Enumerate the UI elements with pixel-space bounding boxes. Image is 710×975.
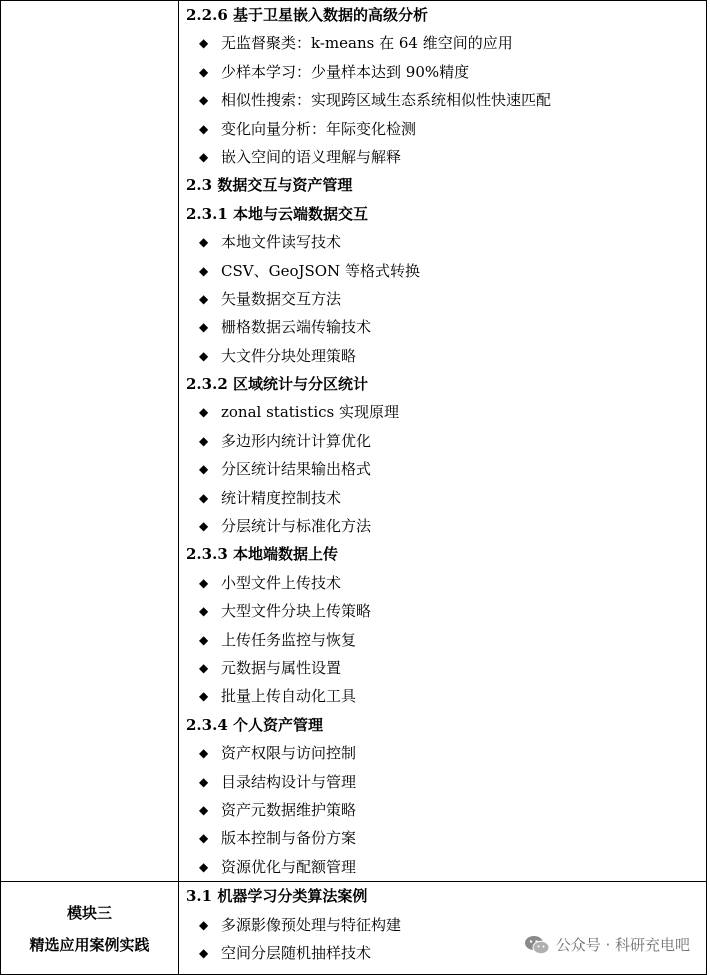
- diamond-bullet-icon: ◆: [199, 320, 209, 335]
- diamond-bullet-icon: ◆: [199, 348, 209, 363]
- list-item-text: 批量上传自动化工具: [221, 687, 357, 706]
- list-item-text: 资产元数据维护策略: [221, 800, 357, 819]
- list-item-text: 大型文件分块上传策略: [221, 602, 372, 621]
- table-row: [1, 882, 707, 975]
- diamond-bullet-icon: ◆: [199, 519, 209, 534]
- list-item-text: 本地文件读写技术: [221, 233, 342, 252]
- list-item: [186, 313, 706, 341]
- list-item: [186, 739, 706, 767]
- list-item-text: 矢量数据交互方法: [221, 289, 342, 308]
- list-item-text: 大文件分块处理策略: [221, 346, 357, 365]
- list-item-text: 目录结构设计与管理: [221, 772, 357, 791]
- list-item: [186, 257, 706, 285]
- diamond-bullet-icon: ◆: [199, 689, 209, 704]
- list-item-text: 分区统计结果输出格式: [221, 460, 372, 479]
- list-item-text: 多源影像预处理与特征构建: [221, 915, 402, 934]
- list-item-text: 栅格数据云端传输技术: [221, 318, 372, 337]
- diamond-bullet-icon: ◆: [199, 93, 209, 108]
- list-item-text: 空间分层随机抽样技术: [221, 943, 372, 962]
- content-cell: [179, 1, 707, 882]
- module-title: 精选应用案例实践: [29, 936, 150, 955]
- list-item: [186, 86, 706, 114]
- outline-list: [179, 1, 706, 881]
- diamond-bullet-icon: ◆: [199, 945, 209, 960]
- list-item-text: zonal statistics 实现原理: [221, 403, 399, 422]
- list-item: [186, 58, 706, 86]
- list-item: [186, 115, 706, 143]
- wechat-icon: [524, 935, 550, 955]
- list-item: [186, 796, 706, 824]
- list-item: [186, 853, 706, 881]
- watermark: [524, 934, 690, 955]
- diamond-bullet-icon: ◆: [199, 774, 209, 789]
- list-item: [186, 285, 706, 313]
- diamond-bullet-icon: ◆: [199, 575, 209, 590]
- list-item: [186, 143, 706, 171]
- section-heading: 2.3.4 个人资产管理: [186, 715, 323, 734]
- diamond-bullet-icon: ◆: [199, 36, 209, 51]
- list-item-text: CSV、GeoJSON 等格式转换: [221, 261, 420, 280]
- diamond-bullet-icon: ◆: [199, 433, 209, 448]
- list-item: [186, 398, 706, 426]
- section-heading: 3.1 机器学习分类算法案例: [186, 887, 368, 906]
- list-item: [186, 455, 706, 483]
- list-item-text: 分层统计与标准化方法: [221, 517, 372, 536]
- diamond-bullet-icon: ◆: [199, 121, 209, 136]
- list-item-text: 上传任务监控与恢复: [221, 630, 357, 649]
- list-item: [186, 626, 706, 654]
- list-item-text: 无监督聚类：k-means 在 64 维空间的应用: [221, 34, 513, 53]
- section-heading: 2.2.6 基于卫星嵌入数据的高级分析: [186, 6, 428, 24]
- list-item: [186, 569, 706, 597]
- list-item: [186, 29, 706, 57]
- list-item: [186, 654, 706, 682]
- diamond-bullet-icon: ◆: [199, 917, 209, 932]
- list-item: [186, 824, 706, 852]
- diamond-bullet-icon: ◆: [199, 462, 209, 477]
- list-item: [186, 342, 706, 370]
- diamond-bullet-icon: ◆: [199, 802, 209, 817]
- list-item: [186, 484, 706, 512]
- diamond-bullet-icon: ◆: [199, 263, 209, 278]
- list-item: [186, 512, 706, 540]
- list-item-text: 资产权限与访问控制: [221, 744, 357, 763]
- section-heading: 2.3.2 区域统计与分区统计: [186, 375, 368, 394]
- diamond-bullet-icon: ◆: [199, 490, 209, 505]
- watermark-text: 公众号 · 科研充电吧: [555, 936, 690, 954]
- diamond-bullet-icon: ◆: [199, 291, 209, 306]
- module-cell: [1, 882, 179, 975]
- diamond-bullet-icon: ◆: [199, 660, 209, 675]
- list-item-text: 小型文件上传技术: [221, 573, 342, 592]
- list-item-text: 嵌入空间的语义理解与解释: [221, 147, 402, 166]
- section-heading: 2.3.3 本地端数据上传: [186, 545, 338, 564]
- list-item-text: 相似性搜索：实现跨区域生态系统相似性快速匹配: [221, 91, 552, 110]
- list-item: [186, 768, 706, 796]
- module-number: 模块三: [66, 904, 112, 923]
- list-item: [186, 228, 706, 256]
- diamond-bullet-icon: ◆: [199, 64, 209, 79]
- diamond-bullet-icon: ◆: [199, 632, 209, 647]
- diamond-bullet-icon: ◆: [199, 746, 209, 761]
- diamond-bullet-icon: ◆: [199, 405, 209, 420]
- list-item-text: 版本控制与备份方案: [221, 829, 357, 848]
- diamond-bullet-icon: ◆: [199, 235, 209, 250]
- list-item-text: 元数据与属性设置: [221, 658, 342, 677]
- list-item-text: 资源优化与配额管理: [221, 857, 357, 876]
- section-heading: 2.3 数据交互与资产管理: [186, 176, 353, 195]
- list-item-text: 统计精度控制技术: [221, 488, 342, 507]
- diamond-bullet-icon: ◆: [199, 149, 209, 164]
- diamond-bullet-icon: ◆: [199, 604, 209, 619]
- diamond-bullet-icon: ◆: [199, 859, 209, 874]
- list-item: [186, 682, 706, 710]
- content-cell: [179, 882, 707, 975]
- module-cell-empty: [1, 1, 179, 882]
- list-item-text: 变化向量分析：年际变化检测: [221, 119, 417, 138]
- list-item: [186, 597, 706, 625]
- section-heading: 2.3.1 本地与云端数据交互: [186, 204, 368, 223]
- diamond-bullet-icon: ◆: [199, 831, 209, 846]
- list-item-text: 少样本学习：少量样本达到 90%精度: [221, 62, 470, 81]
- list-item: [186, 427, 706, 455]
- table-row: [1, 1, 707, 882]
- list-item-text: 多边形内统计计算优化: [221, 431, 372, 450]
